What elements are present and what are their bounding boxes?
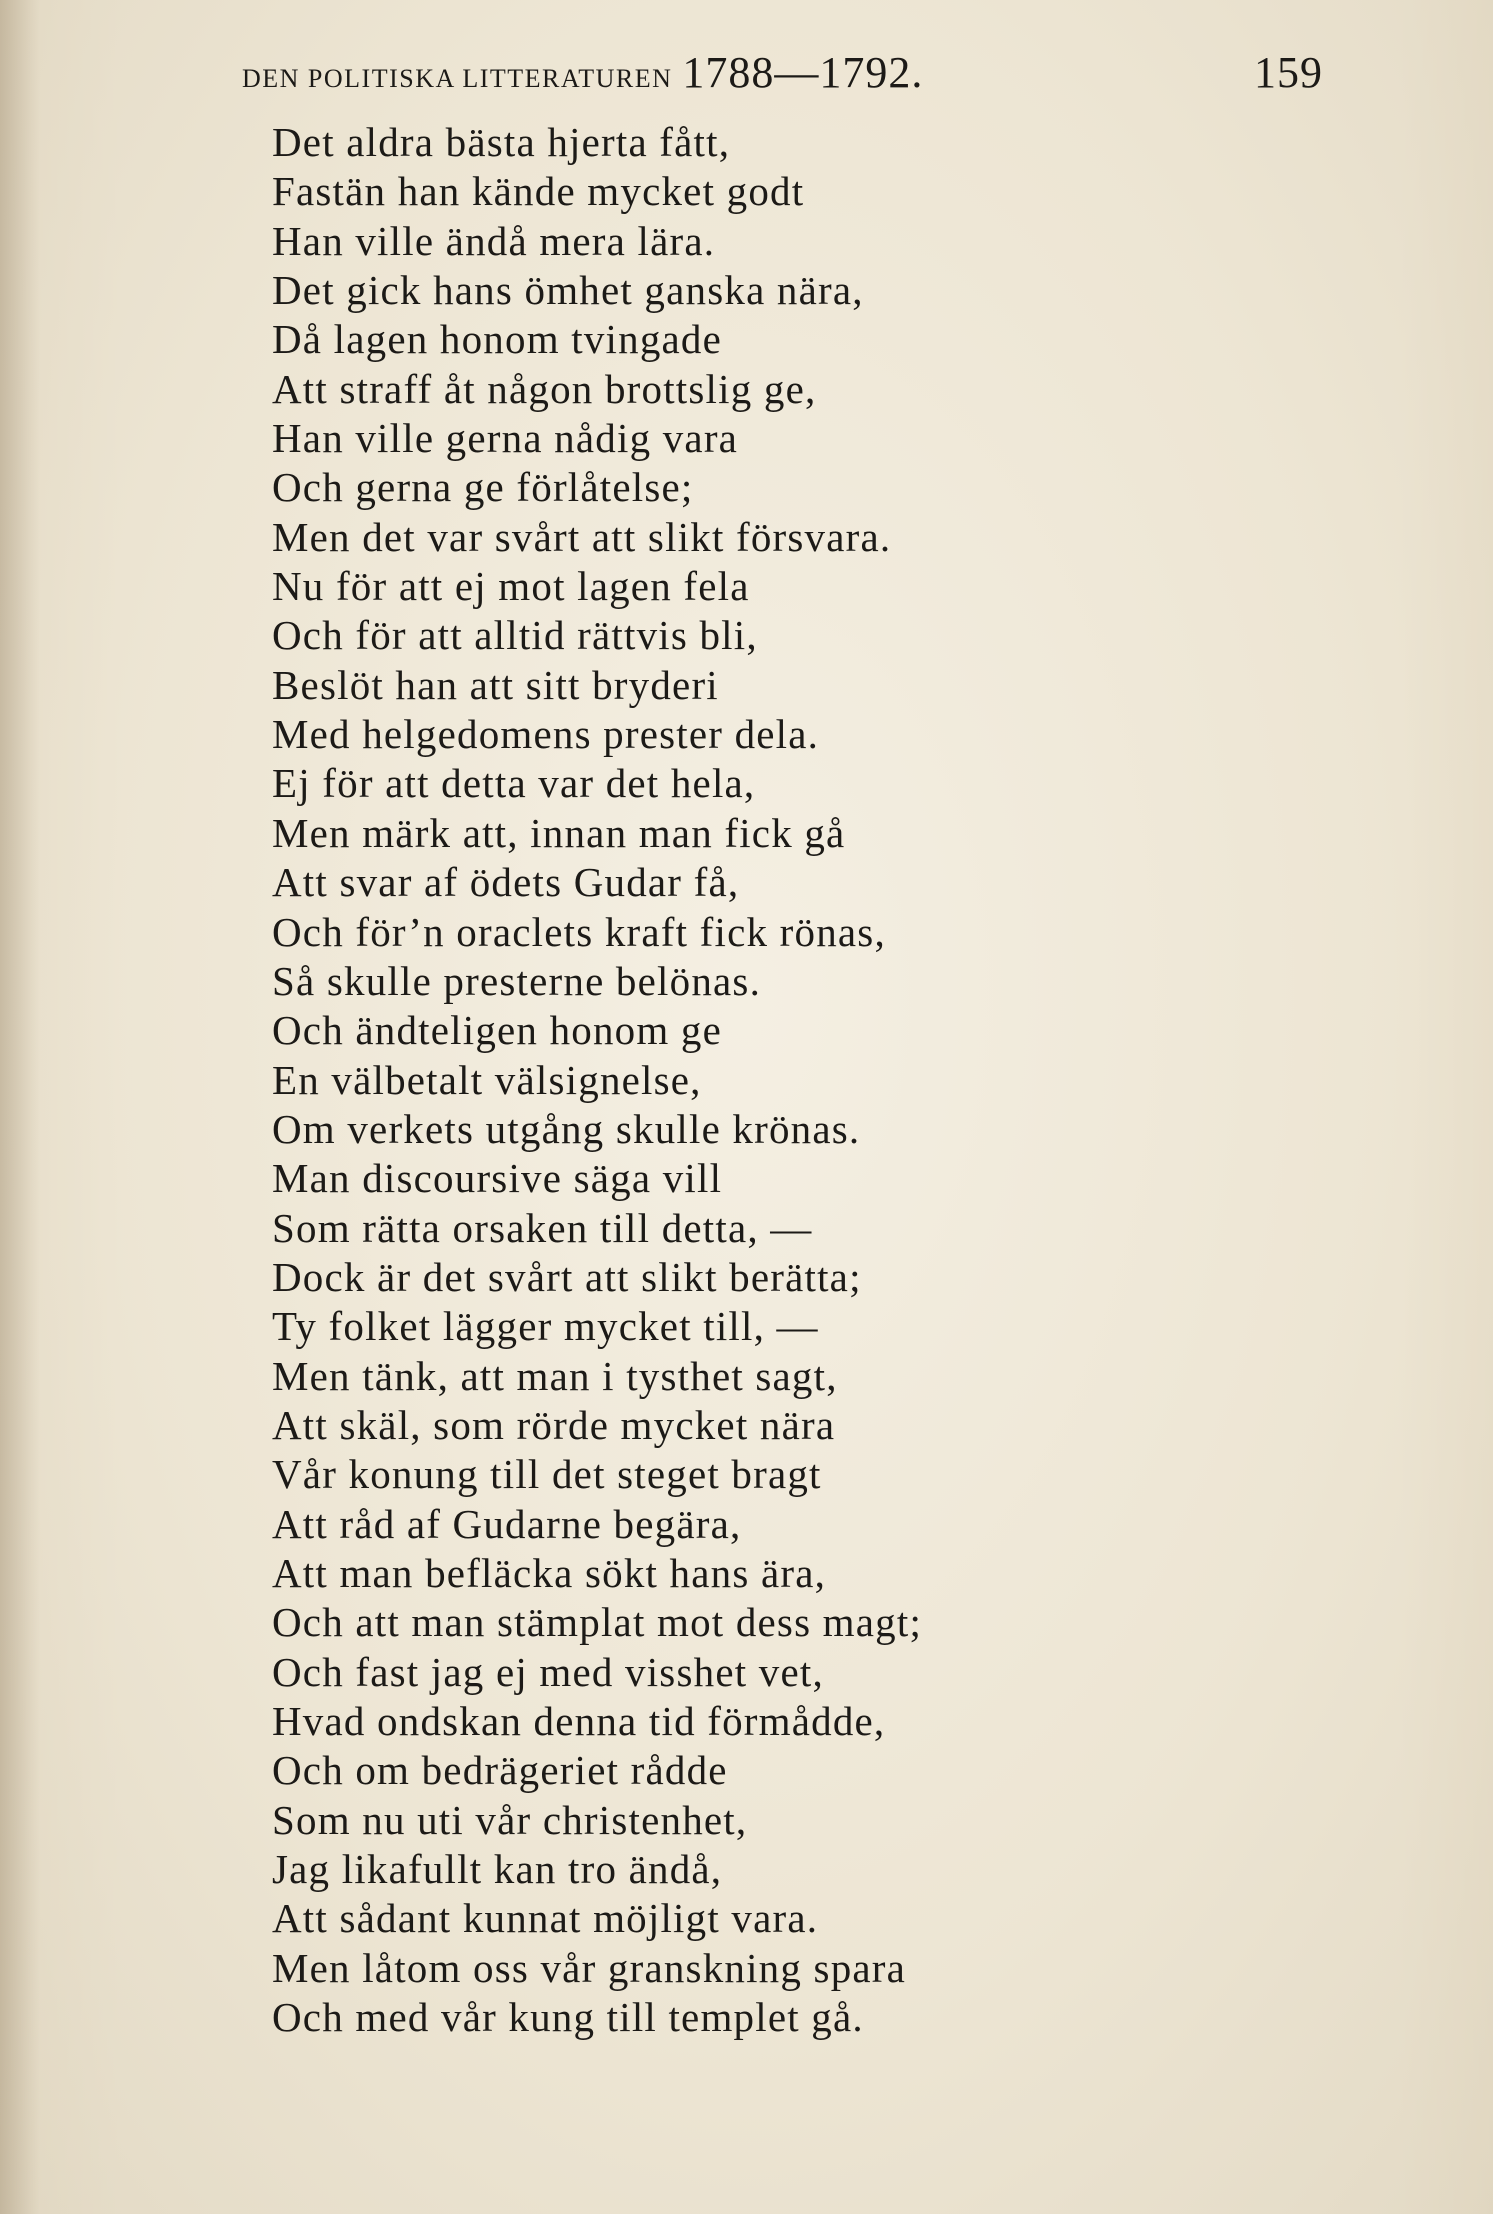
poem-line: Med helgedomens prester dela. <box>272 711 820 758</box>
poem-line: Han ville ändå mera lära. <box>272 217 716 264</box>
poem-line: En välbetalt välsignelse, <box>272 1056 702 1103</box>
running-title-text: DEN POLITISKA LITTERATUREN <box>242 64 673 93</box>
poem-line: Och för att alltid rättvis bli, <box>272 612 758 659</box>
poem-line: Att svar af ödets Gudar få, <box>272 859 740 906</box>
poem-line: Det aldra bästa hjerta fått, <box>272 119 731 165</box>
page-number: 159 <box>1254 48 1323 97</box>
poem-line: Beslöt han att sitt bryderi <box>272 661 719 708</box>
poem-line: Dock är det svårt att slikt berätta; <box>272 1253 862 1300</box>
page-edge-shadow <box>0 0 40 2214</box>
poem-line: Vår konung till det steget bragt <box>272 1451 822 1498</box>
poem-line: Men låtom oss vår granskning spara <box>272 1944 907 1991</box>
poem-line: Hvad ondskan denna tid förmådde, <box>272 1698 886 1744</box>
poem-line: Att råd af Gudarne begära, <box>272 1500 742 1547</box>
poem-line: Man discoursive säga vill <box>272 1155 723 1202</box>
poem-text <box>272 118 922 2042</box>
poem-line: Det gick hans ömhet ganska nära, <box>272 267 864 314</box>
poem-line: Och ändteligen honom ge <box>272 1007 723 1054</box>
poem-line: Och gerna ge förlåtelse; <box>272 464 694 511</box>
poem-line: Och om bedrägeriet rådde <box>272 1747 728 1794</box>
poem-line: Och fast jag ej med visshet vet, <box>272 1648 824 1695</box>
poem-line: Att straff åt någon brottslig ge, <box>272 365 817 412</box>
poem-line: Så skulle presterne belönas. <box>272 957 762 1004</box>
poem-line: Nu för att ej mot lagen fela <box>272 563 750 610</box>
page-header <box>242 44 1323 104</box>
poem-line: Då lagen honom tvingade <box>272 316 723 363</box>
poem-line: Och för’n oraclets kraft fick rönas, <box>272 908 886 955</box>
poem-line: Och att man stämplat mot dess magt; <box>272 1599 923 1646</box>
poem-line: Ty folket lägger mycket till, — <box>272 1303 819 1350</box>
poem-line: Att man befläcka sökt hans ära, <box>272 1549 827 1596</box>
poem-line: Som rätta orsaken till detta, — <box>272 1204 813 1251</box>
poem-line: Och med vår kung till templet gå. <box>272 1994 864 2041</box>
poem-line: Fastän han kände mycket godt <box>272 168 805 215</box>
poem-line: Ej för att detta var det hela, <box>272 760 756 807</box>
poem-line: Att skäl, som rörde mycket nära <box>272 1401 836 1448</box>
running-title-years: 1788—1792. <box>682 48 924 97</box>
poem-line: Men märk att, innan man fick gå <box>272 809 846 856</box>
poem-line: Men det var svårt att slikt försvara. <box>272 513 892 560</box>
poem-line: Som nu uti vår christenhet, <box>272 1796 748 1843</box>
poem-line: Att sådant kunnat möjligt vara. <box>272 1895 819 1942</box>
poem-line: Om verkets utgång skulle krönas. <box>272 1105 861 1152</box>
running-title <box>242 47 923 98</box>
poem-line: Men tänk, att man i tysthet sagt, <box>272 1352 838 1399</box>
poem-line: Jag likafullt kan tro ändå, <box>272 1846 723 1893</box>
poem-line: Han ville gerna nådig vara <box>272 415 739 462</box>
